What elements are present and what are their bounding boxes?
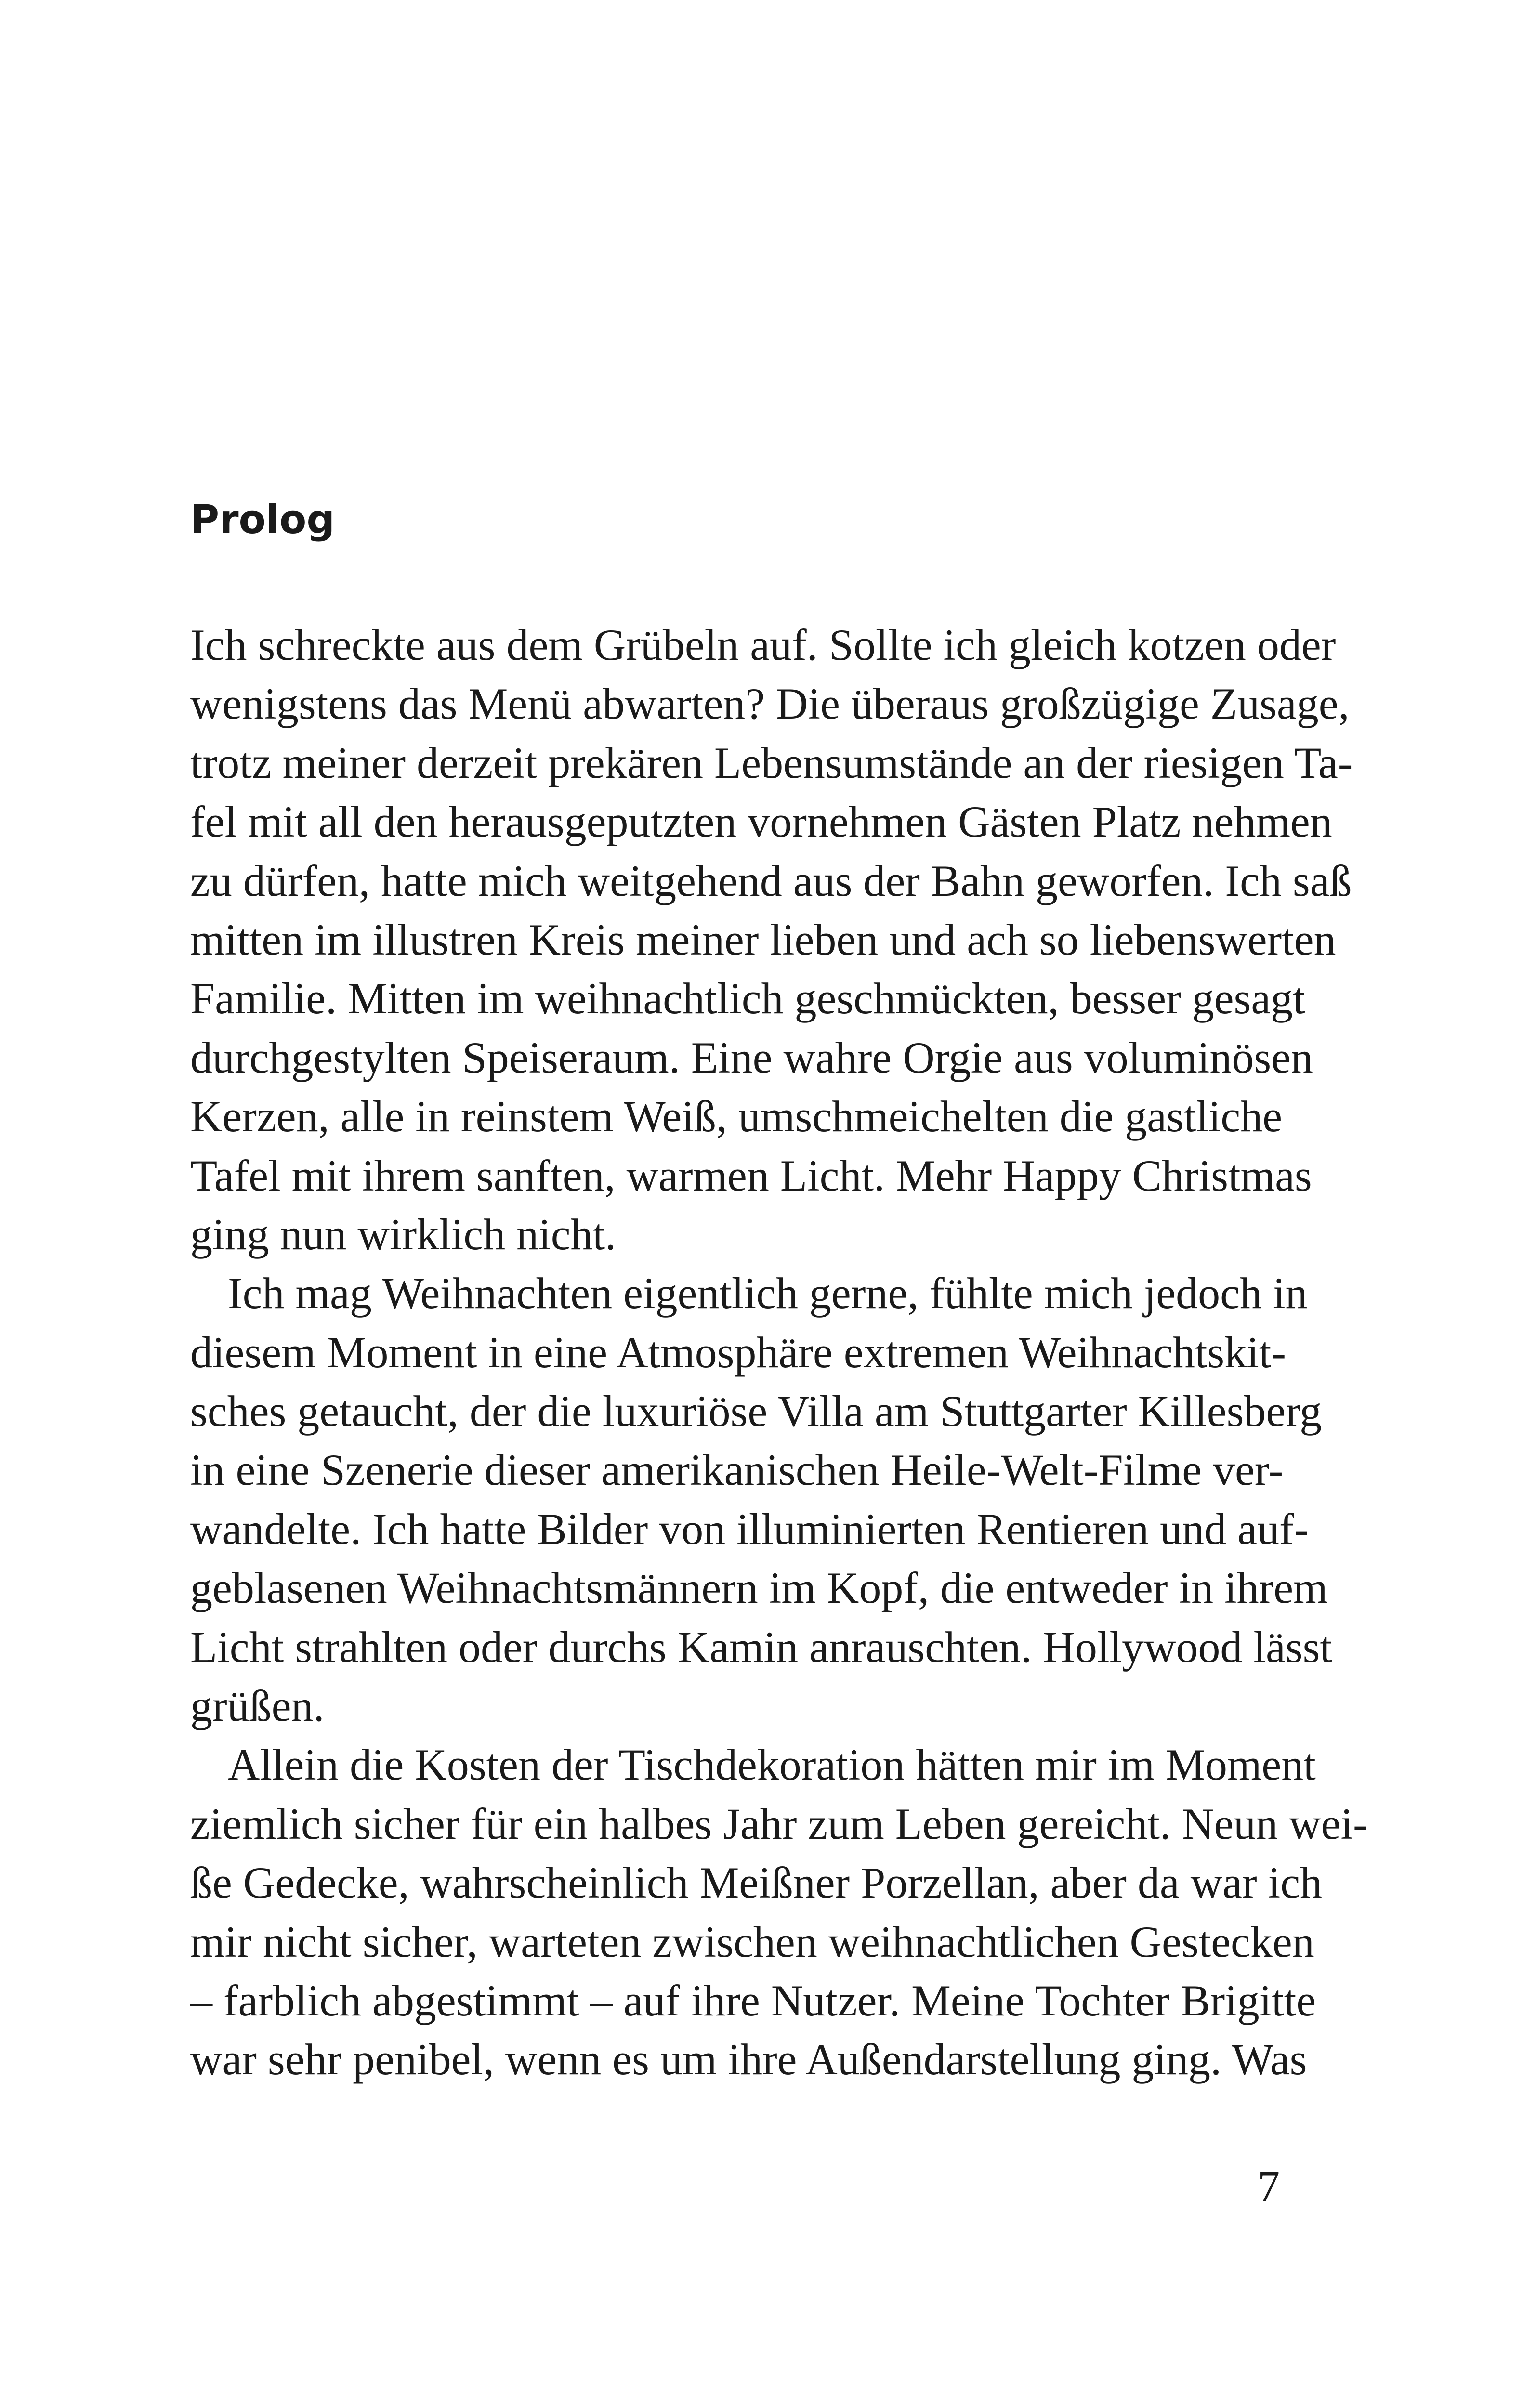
text-line: ging nun wirklich nicht. xyxy=(190,1209,617,1259)
text-line: ße Gedecke, wahrscheinlich Meißner Porzellan, aber da war ich xyxy=(190,1858,1323,1908)
text-line: fel mit all den herausgeputzten vornehmen Gästen Platz nehmen xyxy=(190,797,1332,847)
text-line: trotz meiner derzeit prekären Lebensumstände an der riesigen Ta- xyxy=(190,738,1353,787)
text-line: zu dürfen, hatte mich weitgehend aus der Bahn geworfen. Ich saß xyxy=(190,856,1352,905)
text-line: geblasenen Weihnachtsmännern im Kopf, die entweder in ihrem xyxy=(190,1563,1328,1613)
text-line: grüßen. xyxy=(190,1681,325,1731)
text-line: in eine Szenerie dieser amerikanischen Heile-Welt-Filme ver- xyxy=(190,1445,1284,1495)
text-line: ziemlich sicher für ein halbes Jahr zum Leben gereicht. Neun wei- xyxy=(190,1799,1368,1848)
paragraph-3 xyxy=(190,1735,1368,2089)
text-line: mir nicht sicher, warteten zwischen weihnachtlichen Gestecken xyxy=(190,1917,1314,1966)
text-line: Kerzen, alle in reinstem Weiß, umschmeichelten die gastliche xyxy=(190,1092,1283,1141)
text-line: wandelte. Ich hatte Bilder von illuminierten Rentieren und auf- xyxy=(190,1504,1309,1554)
text-line: diesem Moment in eine Atmosphäre extremen Weihnachtskit- xyxy=(190,1327,1286,1377)
page-number: 7 xyxy=(1258,2162,1280,2211)
text-line: mitten im illustren Kreis meiner lieben und ach so liebenswerten xyxy=(190,915,1336,964)
chapter-title: Prolog xyxy=(190,497,335,543)
paragraph-2 xyxy=(190,1264,1332,1735)
paragraph-1 xyxy=(190,615,1353,1264)
text-line: durchgestylten Speiseraum. Eine wahre Orgie aus voluminösen xyxy=(190,1033,1313,1082)
text-line: Tafel mit ihrem sanften, warmen Licht. Mehr Happy Christmas xyxy=(190,1151,1312,1200)
body-text xyxy=(190,615,1368,2089)
text-line: – farblich abgestimmt – auf ihre Nutzer. Meine Tochter Brigitte xyxy=(190,1976,1316,2025)
text-line: wenigstens das Menü abwarten? Die überaus großzügige Zusage, xyxy=(190,679,1350,729)
text-line: Familie. Mitten im weihnachtlich geschmückten, besser gesagt xyxy=(190,974,1305,1023)
text-line: Ich mag Weihnachten eigentlich gerne, fühlte mich jedoch in xyxy=(228,1269,1308,1318)
text-line: sches getaucht, der die luxuriöse Villa am Stuttgarter Killesberg xyxy=(190,1387,1322,1436)
text-line: Ich schreckte aus dem Grübeln auf. Sollte ich gleich kotzen oder xyxy=(190,620,1336,669)
text-line: Licht strahlten oder durchs Kamin anrauschten. Hollywood lässt xyxy=(190,1622,1332,1672)
text-line: Allein die Kosten der Tischdekoration hätten mir im Moment xyxy=(228,1740,1316,1790)
text-line: war sehr penibel, wenn es um ihre Außendarstellung ging. Was xyxy=(190,2035,1307,2084)
